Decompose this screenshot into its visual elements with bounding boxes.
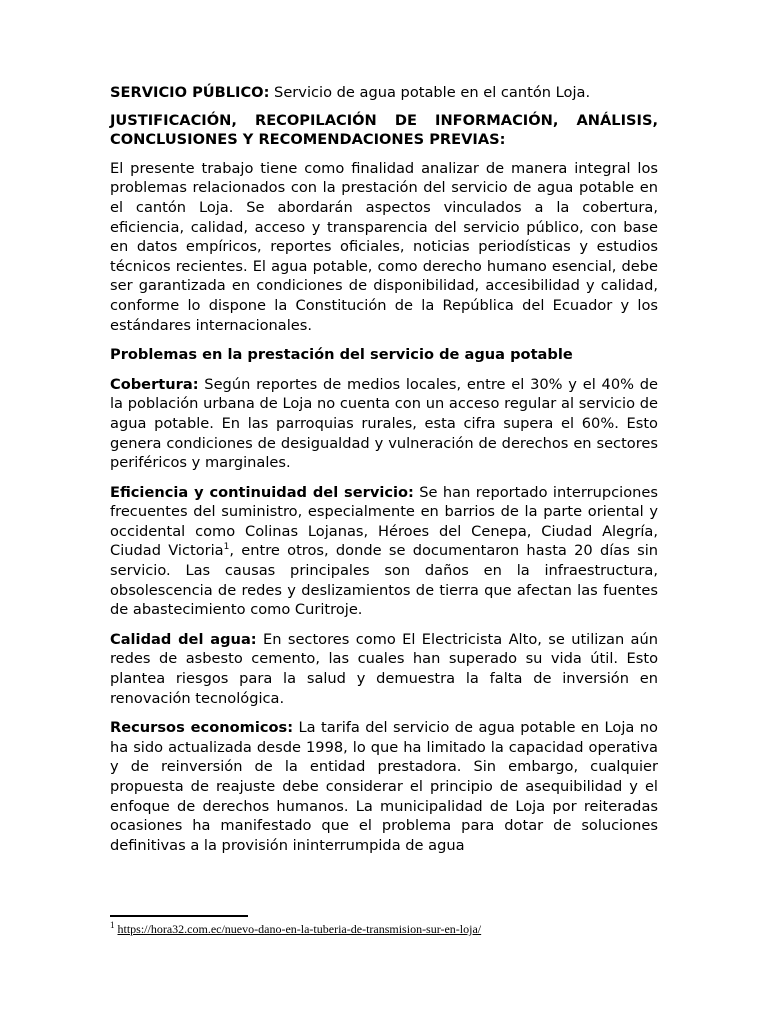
service-title-label: SERVICIO PÚBLICO: — [110, 84, 270, 101]
footnote — [110, 922, 481, 937]
quality-label: Calidad del agua: — [110, 630, 257, 648]
resources-label: Recursos economicos: — [110, 719, 294, 737]
resources-paragraph — [110, 718, 658, 855]
efficiency-text-b: , entre otros, donde se documentaron hasta 20 días sin servicio. Las causas principales son daños en la infraestructura, obsolescencia de redes y deslizamientos de tierra que afectan las fuentes de abastecimiento como Curitroje. — [110, 542, 658, 619]
intro-paragraph: El presente trabajo tiene como finalidad analizar de manera integral los problemas relacionados con la prestación del servicio de agua potable en el cantón Loja. Se abordarán aspectos vinculados a la cobertura, eficiencia, calidad, acceso y transparencia del servicio público, con base en datos empíricos, reportes oficiales, noticias periodísticas y estudios técnicos recientes. El agua potable, como derecho humano esencial, debe ser garantizada en condiciones de disponibilidad, accesibilidad y calidad, conforme lo dispone la Constitución de la República del Ecuador y los estándares internacionales. — [110, 159, 658, 334]
coverage-label: Cobertura: — [110, 375, 199, 393]
quality-paragraph — [110, 630, 658, 708]
problems-heading: Problemas en la prestación del servicio de agua potable — [110, 346, 573, 364]
efficiency-text-a: Se han reportado interrupciones frecuentes del suministro, especialmente en barrios de la parte oriental y occidental como Colinas Lojanas, Héroes del Cenepa, Ciudad Alegría, Ciudad Victoria — [110, 483, 658, 560]
service-title — [110, 83, 658, 103]
resources-text: La tarifa del servicio de agua potable en Loja no ha sido actualizada desde 1998, lo que ha limitado la capacidad operativa y de reinversión de la entidad prestadora. Sin embargo, cualquier propuesta de reajuste debe considerar el principio de asequibilidad y el enfoque de derechos humanos. La municipalidad de Loja por reiteradas ocasiones ha manifestado que el problema para dotar de soluciones definitivas a la provisión ininterrumpida de agua — [110, 719, 658, 854]
document-body — [110, 83, 658, 865]
service-title-value: Servicio de agua potable en el cantón Loja. — [269, 84, 591, 101]
coverage-paragraph — [110, 375, 658, 473]
efficiency-paragraph — [110, 483, 658, 620]
footnote-link[interactable]: https://hora32.com.ec/nuevo-dano-en-la-tuberia-de-transmision-sur-en-loja/ — [117, 922, 482, 936]
footnote-separator — [110, 915, 248, 917]
coverage-text: Según reportes de medios locales, entre el 30% y el 40% de la población urbana de Loja no cuenta con un acceso regular al servicio de agua potable. En las parroquias rurales, esta cifra supera el 60%. Esto genera condiciones de desigualdad y vulneración de derechos en sectores periféricos y marginales. — [110, 375, 658, 472]
footnote-number: 1 — [110, 920, 115, 930]
quality-text: En sectores como El Electricista Alto, se utilizan aún redes de asbesto cemento, las cuales han superado su vida útil. Esto plantea riesgos para la salud y demuestra la falta de inversión en renovación tecnológica. — [110, 630, 658, 707]
efficiency-label: Eficiencia y continuidad del servicio: — [110, 483, 414, 501]
justification-heading: JUSTIFICACIÓN, RECOPILACIÓN DE INFORMACIÓN, ANÁLISIS, CONCLUSIONES Y RECOMENDACIONES PREVIAS: — [110, 111, 658, 149]
footnote-reference[interactable]: 1 — [223, 542, 230, 553]
